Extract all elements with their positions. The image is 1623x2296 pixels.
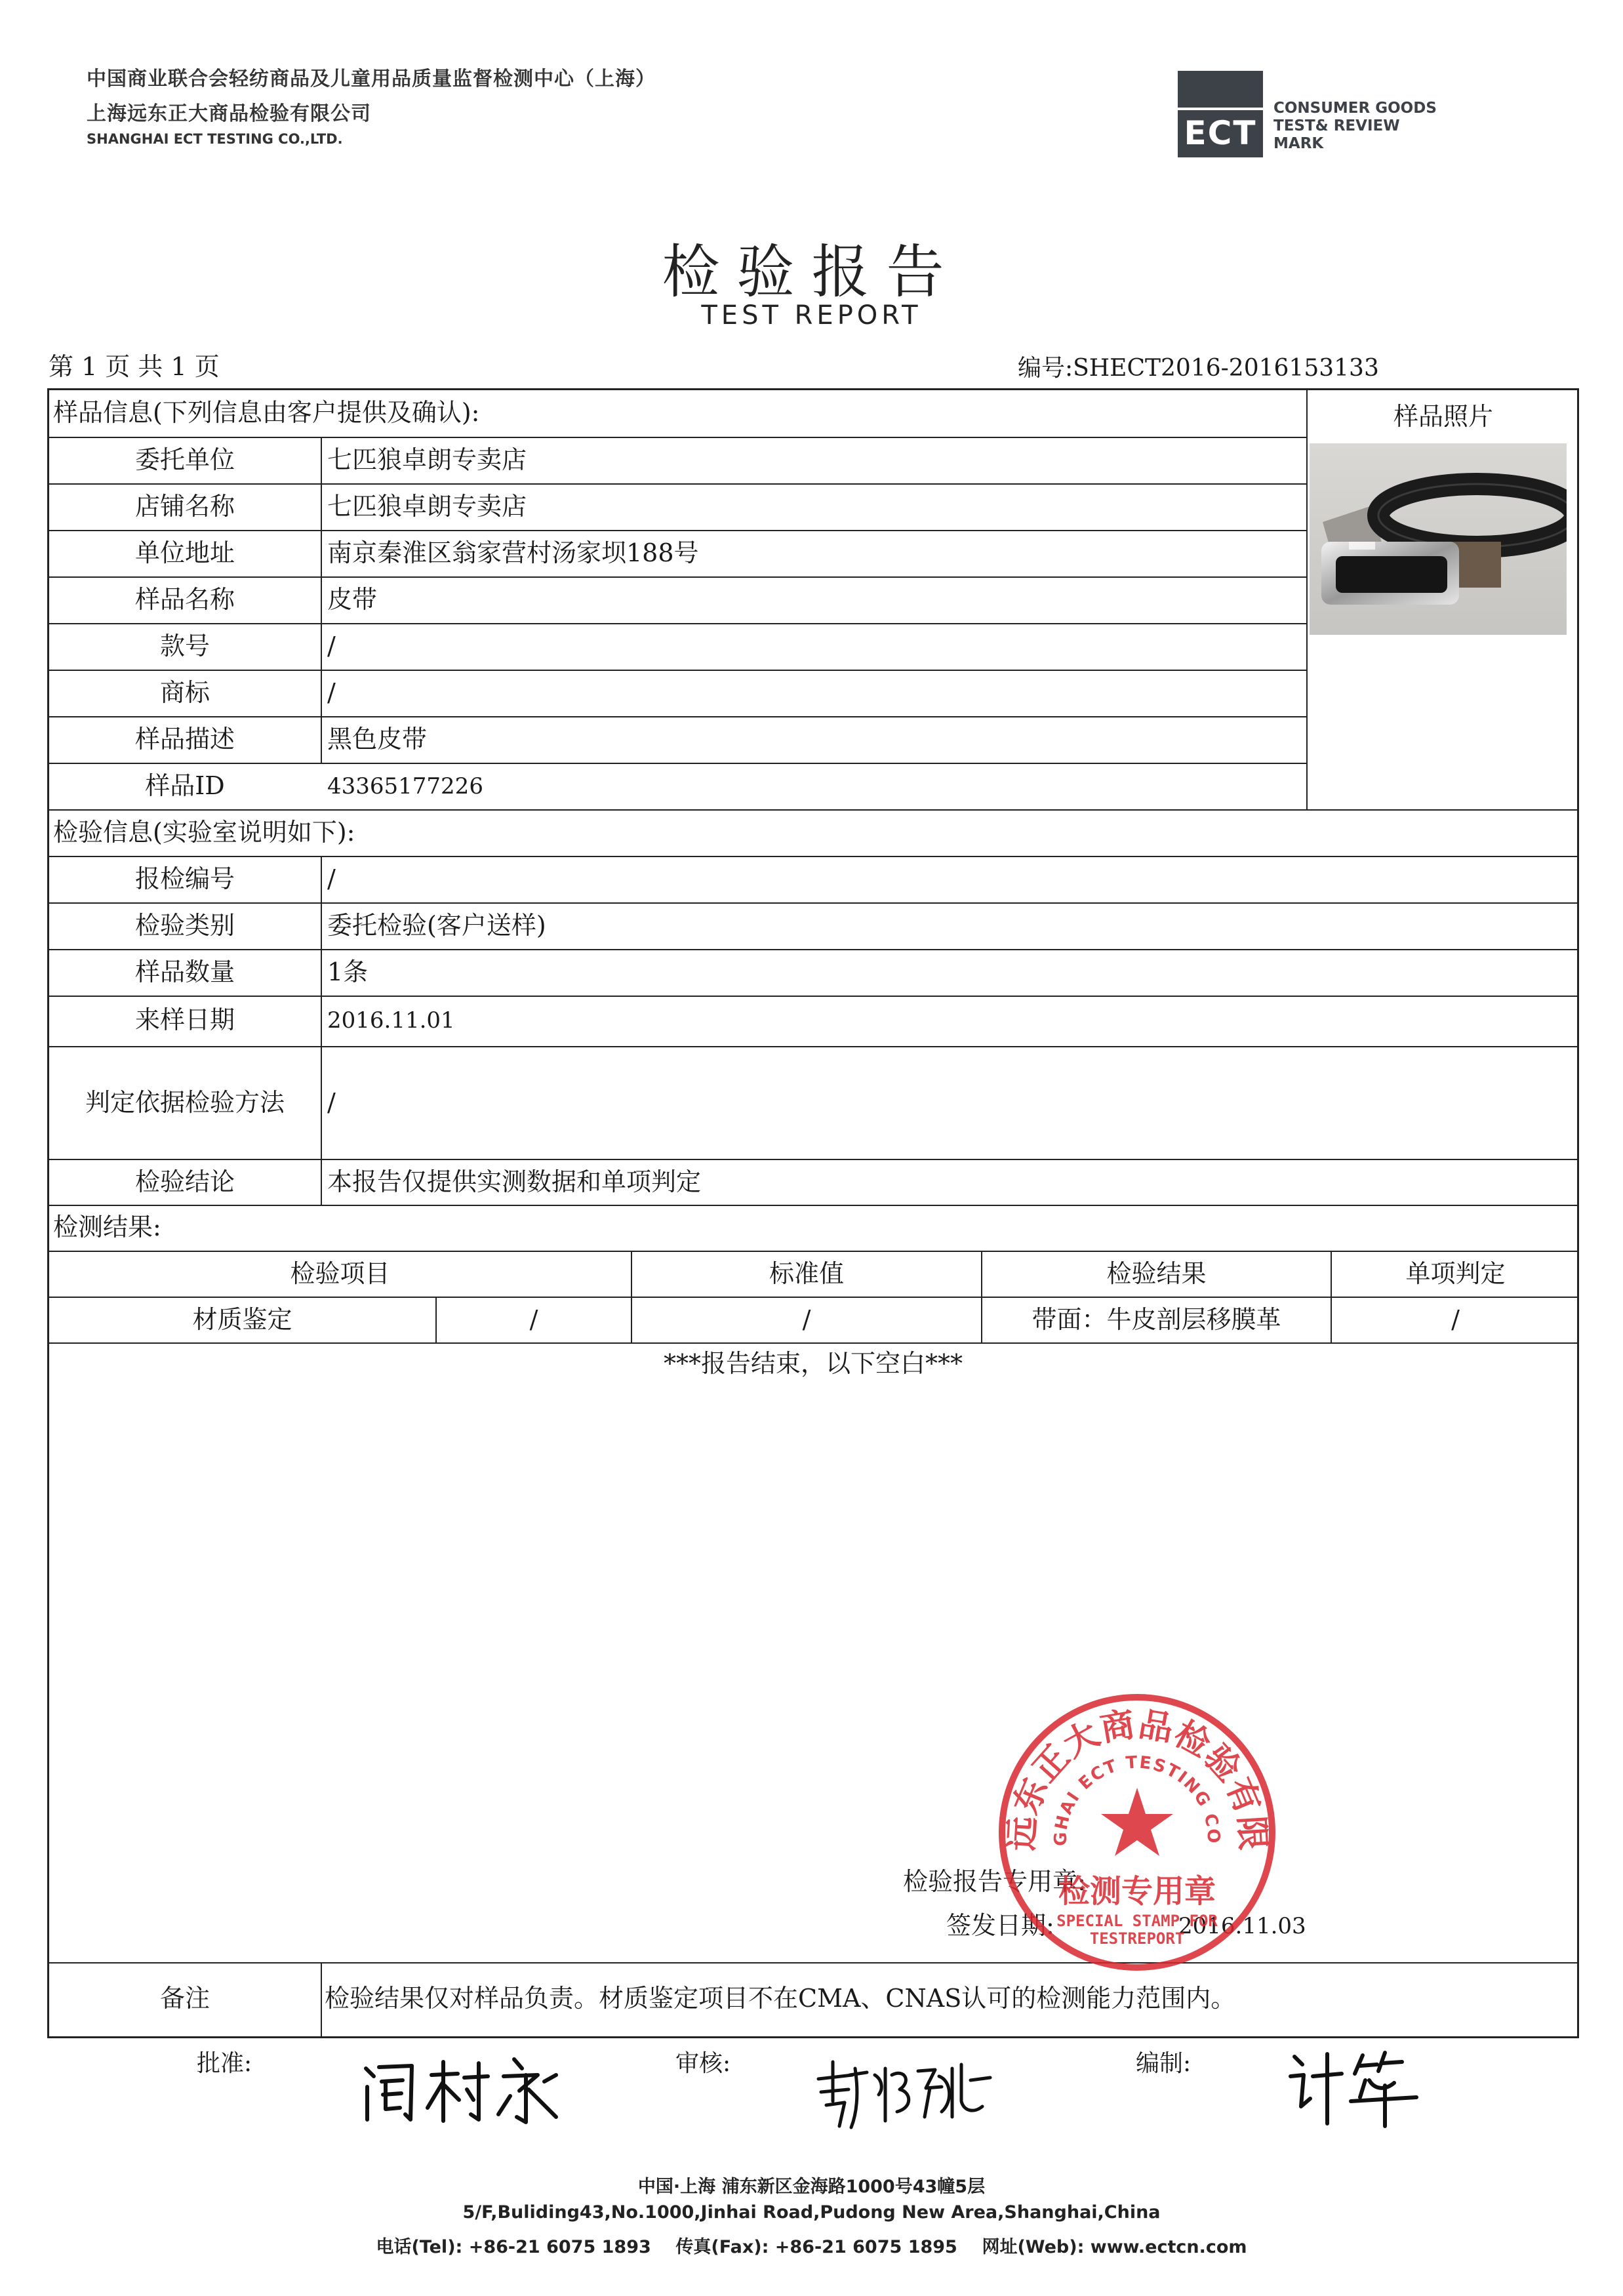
report-title-en: TEST REPORT: [701, 300, 922, 331]
review-label: 审核:: [675, 2050, 731, 2077]
issue-date-label: 签发日期:: [946, 1911, 1054, 1940]
label-inspection-type: 检验类别: [134, 911, 235, 940]
belt-photo-image: [1310, 443, 1567, 635]
label-sample-desc: 样品描述: [134, 725, 235, 754]
logo-text: ECT: [1184, 114, 1257, 152]
svg-text:SHANGHAI ECT TESTING CO.,LTD.: GHAI ECT TESTING CO: [1051, 1752, 1224, 1847]
official-stamp: [994, 1689, 1280, 1975]
row-result: 带面：牛皮剖层移膜革: [1032, 1305, 1281, 1334]
value-address: 南京秦淮区翁家营村汤家坝188号: [327, 538, 699, 567]
results-title: 检测结果:: [53, 1213, 161, 1241]
mark-line-3: MARK: [1273, 135, 1324, 152]
value-inspection-no: /: [327, 864, 336, 893]
sample-photo-label: 样品照片: [1393, 402, 1493, 431]
stamp-seal-graphic: [994, 1689, 1280, 1975]
org-name-cn-line1: 中国商业联合会轻纺商品及儿童用品质量监督检测中心（上海）: [87, 68, 656, 91]
approve-signature-graphic: [359, 2049, 595, 2127]
value-style-no: /: [327, 632, 336, 660]
label-sample-id: 样品ID: [145, 771, 225, 800]
label-test-method: 判定依据检验方法: [85, 1088, 285, 1117]
label-style-no: 款号: [159, 632, 210, 660]
review-signature-graphic: [813, 2049, 1010, 2134]
svg-text:TESTREPORT: TESTREPORT: [1089, 1929, 1185, 1948]
footer-address-en: 5/F,Buliding43,No.1000,Jinhai Road,Pudong New Area,Shanghai,China: [462, 2202, 1161, 2223]
page-info: 第 1 页 共 1 页: [49, 352, 220, 381]
svg-text:SPECIAL STAMP FOR: SPECIAL STAMP FOR: [1056, 1912, 1218, 1930]
row-judgement: /: [1451, 1305, 1460, 1334]
row-standard: /: [802, 1305, 811, 1334]
label-sample-name: 样品名称: [134, 585, 235, 614]
value-test-method: /: [327, 1088, 336, 1117]
issue-date-value: 2016.11.03: [1178, 1913, 1306, 1939]
value-receipt-date: 2016.11.01: [327, 1007, 455, 1034]
svg-text:上海远东正大商品检验有限公司: 远东正大商品检验有限: [1001, 1704, 1273, 1852]
remarks-text: 检验结果仅对样品负责。材质鉴定项目不在CMA、CNAS认可的检测能力范围内。: [325, 1984, 1236, 2013]
report-number: 编号:SHECT2016-2016153133: [1018, 355, 1379, 382]
mark-line-1: CONSUMER GOODS: [1273, 100, 1437, 117]
label-address: 单位地址: [134, 538, 235, 567]
value-sample-desc: 黑色皮带: [327, 725, 428, 754]
org-name-cn-line2: 上海远东正大商品检验有限公司: [87, 102, 371, 125]
sample-info-title: 样品信息(下列信息由客户提供及确认):: [53, 398, 480, 427]
prepare-signature-graphic: [1287, 2044, 1431, 2129]
inspection-info-title: 检验信息(实验室说明如下):: [53, 818, 355, 847]
ect-mark-text: [1273, 100, 1437, 153]
header-test-item: 检验项目: [290, 1259, 390, 1288]
stamp-label: 检验报告专用章:: [903, 1867, 1086, 1896]
label-shop-name: 店铺名称: [134, 492, 235, 521]
ect-logo: [1178, 71, 1263, 157]
remarks-label: 备注: [159, 1984, 210, 2013]
prepare-label: 编制:: [1136, 2050, 1192, 2077]
label-conclusion: 检验结论: [134, 1167, 235, 1196]
end-of-report-note: ***报告结束，以下空白***: [663, 1349, 963, 1378]
report-title-cn: 检验报告: [662, 238, 961, 306]
value-sample-name: 皮带: [327, 585, 378, 614]
value-sample-qty: 1条: [327, 957, 369, 986]
label-client: 委托单位: [134, 445, 235, 474]
label-trademark: 商标: [159, 678, 210, 707]
label-receipt-date: 来样日期: [134, 1005, 235, 1034]
report-table: [47, 388, 1579, 2038]
logo-divider: [1178, 108, 1263, 110]
approve-label: 批准:: [197, 2050, 252, 2077]
value-client: 七匹狼卓朗专卖店: [327, 445, 527, 474]
value-shop-name: 七匹狼卓朗专卖店: [327, 492, 527, 521]
label-sample-qty: 样品数量: [134, 957, 235, 986]
value-inspection-type: 委托检验(客户送样): [327, 911, 546, 940]
mark-line-2: TEST& REVIEW: [1273, 117, 1400, 134]
sample-photo: [1310, 443, 1567, 635]
prepare-signature: [1287, 2044, 1431, 2129]
approve-signature: [359, 2049, 595, 2127]
label-inspection-no: 报检编号: [134, 864, 235, 893]
org-name-en: SHANGHAI ECT TESTING CO.,LTD.: [87, 131, 343, 147]
row-test-sub: /: [529, 1305, 538, 1334]
value-conclusion: 本报告仅提供实测数据和单项判定: [327, 1167, 702, 1196]
value-sample-id: 43365177226: [327, 773, 483, 799]
header-standard: 标准值: [769, 1259, 844, 1288]
header-result: 检验结果: [1106, 1259, 1207, 1288]
svg-text:检测专用章: 检测专用章: [1058, 1873, 1216, 1910]
value-trademark: /: [327, 678, 336, 707]
row-test-item: 材质鉴定: [192, 1305, 292, 1334]
footer-contact: 电话(Tel): +86-21 6075 1893 传真(Fax): +86-21 6075 1895 网址(Web): www.ectcn.com: [376, 2237, 1247, 2257]
footer-address-cn: 中国·上海 浦东新区金海路1000号43幢5层: [637, 2177, 986, 2197]
review-signature: [813, 2049, 1010, 2134]
header-judgement: 单项判定: [1405, 1259, 1506, 1288]
